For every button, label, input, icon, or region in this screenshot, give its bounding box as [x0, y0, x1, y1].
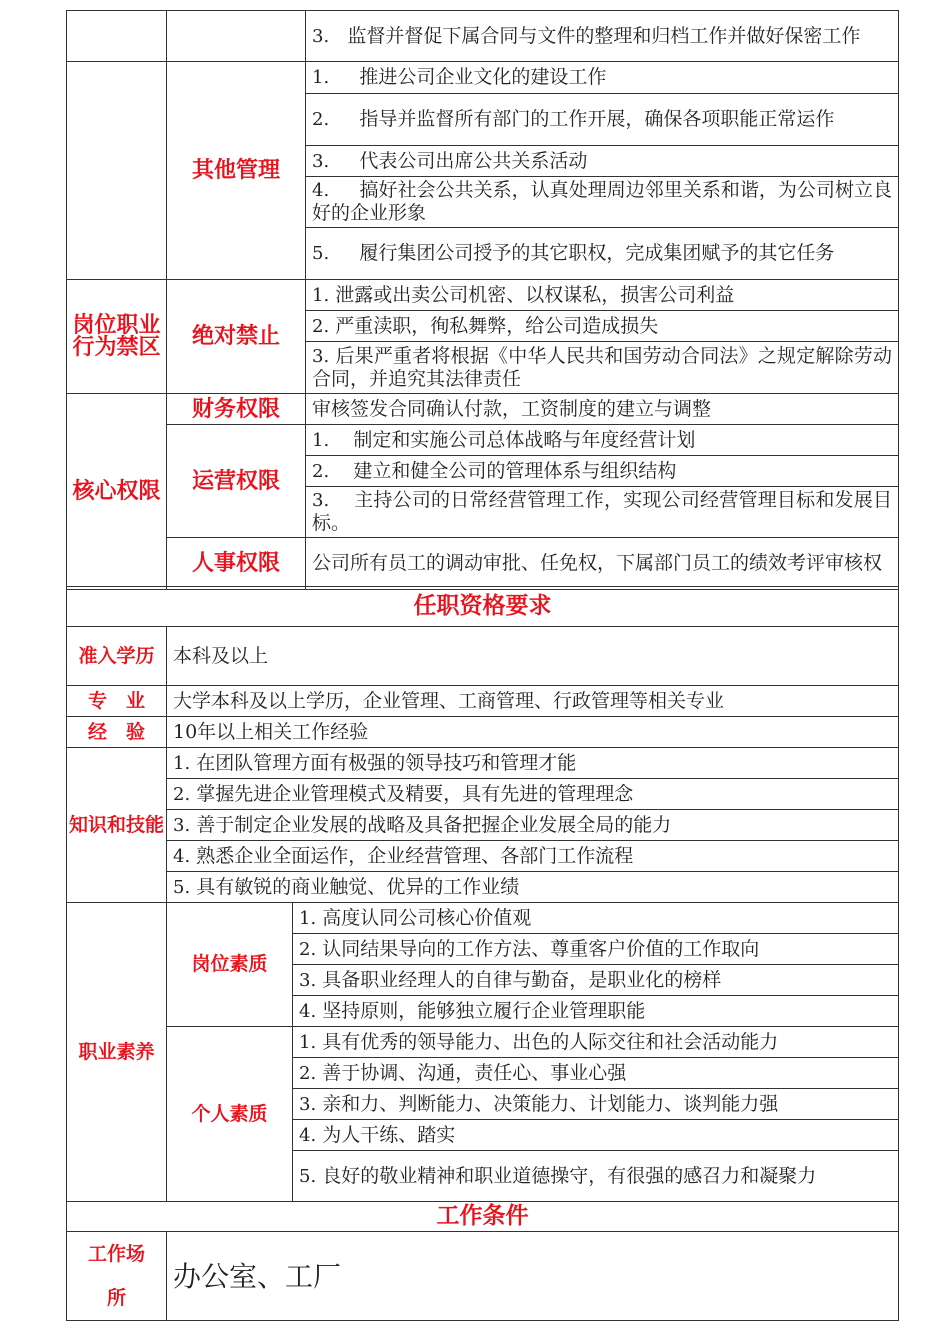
list-item: 1. 在团队管理方面有极强的领导技巧和管理才能	[167, 748, 899, 779]
list-item: 2. 认同结果导向的工作方法、尊重客户价值的工作取向	[293, 934, 899, 965]
experience-label: 经 验	[67, 717, 167, 748]
qualification-title: 任职资格要求	[67, 587, 899, 627]
list-item: 4. 搞好社会公共关系，认真处理周边邻里关系和谐，为公司树立良好的企业形象	[306, 177, 899, 228]
work-place-text: 办公室、工厂	[167, 1232, 899, 1321]
work-place-label: 工作场 所	[67, 1232, 167, 1321]
list-item: 1. 制定和实施公司总体战略与年度经营计划	[306, 425, 899, 456]
list-item: 5. 履行集团公司授予的其它职权，完成集团赋予的其它任务	[306, 228, 899, 280]
list-item: 1. 推进公司企业文化的建设工作	[306, 62, 899, 94]
list-item: 2. 掌握先进企业管理模式及精要，具有先进的管理理念	[167, 779, 899, 810]
hr-label: 人事权限	[167, 538, 306, 590]
list-item: 1. 泄露或出卖公司机密、以权谋私，损害公司利益	[306, 280, 899, 311]
finance-label: 财务权限	[167, 394, 306, 425]
position-quality-label: 岗位素质	[167, 903, 293, 1027]
list-item: 3. 善于制定企业发展的战略及具备把握企业发展全局的能力	[167, 810, 899, 841]
quality-label: 职业素养	[67, 903, 167, 1202]
list-item: 2. 善于协调、沟通，责任心、事业心强	[293, 1058, 899, 1089]
list-item: 3. 亲和力、判断能力、决策能力、计划能力、谈判能力强	[293, 1089, 899, 1120]
core-power-label: 核心权限	[67, 394, 167, 590]
forbidden-label: 绝对禁止	[167, 280, 306, 394]
qualification-table	[66, 586, 899, 1321]
list-item: 4. 为人干练、踏实	[293, 1120, 899, 1151]
list-item: 2. 建立和健全公司的管理体系与组织结构	[306, 456, 899, 487]
list-item: 1. 高度认同公司核心价值观	[293, 903, 899, 934]
list-item: 3. 具备职业经理人的自律与勤奋，是职业化的榜样	[293, 965, 899, 996]
forbidden-outer-label: 岗位职业行为禁区	[67, 280, 167, 394]
major-label: 专 业	[67, 686, 167, 717]
list-item: 3. 后果严重者将根据《中华人民共和国劳动合同法》之规定解除劳动合同，并追究其法律责任	[306, 342, 899, 394]
list-item: 3. 监督并督促下属合同与文件的整理和归档工作并做好保密工作	[306, 11, 899, 62]
list-item: 4. 熟悉企业全面运作，企业经营管理、各部门工作流程	[167, 841, 899, 872]
list-item: 1. 具有优秀的领导能力、出色的人际交往和社会活动能力	[293, 1027, 899, 1058]
operation-label: 运营权限	[167, 425, 306, 538]
education-label: 准入学历	[67, 627, 167, 686]
list-item: 5. 良好的敬业精神和职业道德操守，有很强的感召力和凝聚力	[293, 1151, 899, 1202]
experience-text: 10年以上相关工作经验	[167, 717, 899, 748]
list-item: 3. 主持公司的日常经营管理工作，实现公司经营管理目标和发展目标。	[306, 487, 899, 538]
hr-text: 公司所有员工的调动审批、任免权，下属部门员工的绩效考评审核权	[306, 538, 899, 590]
personal-quality-label: 个人素质	[167, 1027, 293, 1202]
list-item: 5. 具有敏锐的商业触觉、优异的工作业绩	[167, 872, 899, 903]
other-mgmt-label: 其他管理	[167, 62, 306, 280]
major-text: 大学本科及以上学历，企业管理、工商管理、行政管理等相关专业	[167, 686, 899, 717]
knowledge-label: 知识和技能	[67, 748, 167, 903]
finance-text: 审核签发合同确认付款，工资制度的建立与调整	[306, 394, 899, 425]
list-item: 4. 坚持原则，能够独立履行企业管理职能	[293, 996, 899, 1027]
education-text: 本科及以上	[167, 627, 899, 686]
list-item: 3. 代表公司出席公共关系活动	[306, 146, 899, 177]
list-item: 2. 指导并监督所有部门的工作开展，确保各项职能正常运作	[306, 94, 899, 146]
work-conditions-title: 工作条件	[67, 1202, 899, 1232]
duty-table	[66, 10, 899, 590]
list-item: 2. 严重渎职，徇私舞弊，给公司造成损失	[306, 311, 899, 342]
